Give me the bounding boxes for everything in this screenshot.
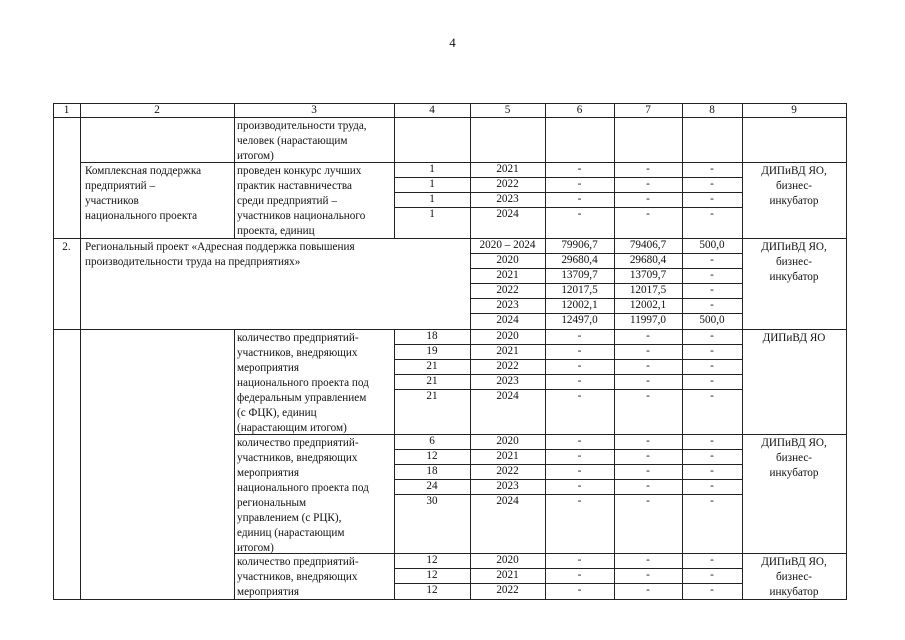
table-rule xyxy=(53,434,54,554)
funding-federal-cell: - xyxy=(710,269,714,281)
funding-regional-cell: - xyxy=(646,345,650,357)
funding-total-cell: 12017,5 xyxy=(561,284,598,296)
indicator-value: 12 xyxy=(426,554,438,566)
funding-federal-cell: - xyxy=(710,390,714,402)
indicator-value: 6 xyxy=(429,435,435,447)
indicator-text: среди предприятий – xyxy=(237,195,337,207)
year-cell: 2024 xyxy=(496,208,519,220)
funding-regional-cell: - xyxy=(646,569,650,581)
measure-name: участников xyxy=(85,195,139,207)
funding-federal-cell: - xyxy=(710,435,714,447)
indicator-text: практик наставничества xyxy=(237,180,352,192)
funding-regional-cell: - xyxy=(646,554,650,566)
year-cell: 2022 xyxy=(496,178,519,190)
table-rule xyxy=(470,117,471,163)
funding-regional-cell: - xyxy=(646,330,650,342)
table-rule xyxy=(742,117,743,163)
indicator-value: 12 xyxy=(426,584,438,596)
table-rule xyxy=(234,162,235,239)
indicator-text: количество предприятий- xyxy=(237,556,359,568)
indicator-text: единиц (нарастающим xyxy=(237,527,345,539)
header-cell: 4 xyxy=(429,104,435,116)
indicator-text: количество предприятий- xyxy=(237,332,359,344)
indicator-value: 12 xyxy=(426,450,438,462)
funding-federal-cell: - xyxy=(710,569,714,581)
executor-text: ДИПиВД ЯО, xyxy=(761,165,827,177)
year-cell: 2022 xyxy=(496,465,519,477)
indicator-value: 18 xyxy=(426,465,438,477)
year-cell: 2020 xyxy=(496,330,519,342)
executor-text: инкубатор xyxy=(769,467,819,479)
header-cell: 7 xyxy=(645,104,651,116)
year-cell: 2023 xyxy=(496,299,519,311)
indicator-text: мероприятия xyxy=(237,362,299,374)
year-cell: 2022 xyxy=(496,584,519,596)
year-cell: 2022 xyxy=(496,360,519,372)
funding-federal-cell: - xyxy=(710,584,714,596)
table-rule xyxy=(80,329,81,435)
table-rule xyxy=(53,162,54,239)
funding-total-cell: - xyxy=(577,345,582,357)
funding-federal-cell: - xyxy=(710,208,714,220)
table-rule xyxy=(234,329,235,435)
funding-federal-cell: - xyxy=(710,360,714,372)
year-cell: 2021 xyxy=(496,569,519,581)
indicator-text: участников, внедряющих xyxy=(237,347,358,359)
indicator-value: 21 xyxy=(426,375,438,387)
funding-federal-cell: - xyxy=(710,178,714,190)
indicator-text: федеральным управлением xyxy=(237,392,367,404)
indicator-value: 1 xyxy=(429,208,435,220)
funding-regional-cell: - xyxy=(646,584,650,596)
indicator-text: человек (нарастающим xyxy=(237,135,348,147)
indicator-text: мероприятия xyxy=(237,586,299,598)
indicator-value: 12 xyxy=(426,569,438,581)
indicator-text: участников национального xyxy=(237,210,366,222)
year-cell: 2024 xyxy=(496,495,519,507)
indicator-text: участников, внедряющих xyxy=(237,452,358,464)
funding-total-cell: 12002,1 xyxy=(561,299,598,311)
funding-federal-cell: - xyxy=(710,254,714,266)
funding-total-cell: - xyxy=(577,495,582,507)
funding-total-cell: - xyxy=(577,208,582,220)
executor-text: ДИПиВД ЯО, xyxy=(761,556,827,568)
header-cell: 2 xyxy=(154,104,160,116)
funding-federal-cell: - xyxy=(710,299,714,311)
measure-name: национального проекта xyxy=(85,210,198,222)
funding-federal-cell: 500,0 xyxy=(699,314,725,326)
year-cell: 2023 xyxy=(496,375,519,387)
funding-regional-cell: - xyxy=(646,465,650,477)
indicator-text: управлением (с РЦК), xyxy=(237,512,342,524)
table-rule xyxy=(846,117,847,163)
executor-text: инкубатор xyxy=(769,271,819,283)
table-rule xyxy=(80,162,81,239)
table-rule xyxy=(53,553,54,600)
table-rule xyxy=(53,329,54,435)
funding-regional-cell: - xyxy=(646,360,650,372)
year-cell: 2024 xyxy=(496,314,519,326)
header-cell: 1 xyxy=(63,104,70,116)
project-number: 2. xyxy=(62,241,71,253)
indicator-text: проекта, единиц xyxy=(237,225,315,237)
project-title: Региональный проект «Адресная поддержка повышения xyxy=(85,241,355,253)
year-cell: 2021 xyxy=(496,345,519,357)
funding-total-cell: - xyxy=(577,480,582,492)
funding-regional-cell: - xyxy=(646,435,650,447)
table-rule xyxy=(846,238,847,330)
funding-total-cell: - xyxy=(577,360,582,372)
table-rule xyxy=(234,117,235,163)
table-rule xyxy=(846,162,847,239)
indicator-value: 21 xyxy=(426,360,438,372)
header-cell: 9 xyxy=(791,104,797,116)
table-rule xyxy=(394,117,395,163)
funding-regional-cell: 12002,1 xyxy=(629,299,667,311)
header-cell: 8 xyxy=(709,104,715,116)
executor-text: ДИПиВД ЯО xyxy=(762,332,826,344)
measure-name: Комплексная поддержка xyxy=(85,165,202,177)
funding-regional-cell: - xyxy=(646,163,650,175)
table-rule xyxy=(80,117,81,163)
measure-name: предприятий – xyxy=(85,180,156,192)
funding-federal-cell: - xyxy=(710,450,714,462)
indicator-text: итогом) xyxy=(237,150,274,162)
indicator-value: 19 xyxy=(426,345,438,357)
table-rule xyxy=(545,117,546,163)
funding-federal-cell: 500,0 xyxy=(699,239,725,251)
year-cell: 2021 xyxy=(496,269,519,281)
funding-federal-cell: - xyxy=(710,465,714,477)
year-cell: 2021 xyxy=(496,163,519,175)
year-cell: 2020 xyxy=(496,554,519,566)
indicator-text: (нарастающим итогом) xyxy=(237,422,347,434)
funding-regional-cell: - xyxy=(646,178,650,190)
year-cell: 2023 xyxy=(496,193,519,205)
indicator-value: 1 xyxy=(429,178,435,190)
funding-federal-cell: - xyxy=(710,495,714,507)
executor-text: бизнес- xyxy=(775,180,813,192)
funding-total-cell: - xyxy=(577,450,582,462)
indicator-value: 1 xyxy=(429,193,435,205)
table-rule xyxy=(80,434,81,554)
indicator-text: (с ФЦК), единиц xyxy=(237,407,317,419)
funding-regional-cell: 79406,7 xyxy=(629,239,667,251)
table-rule xyxy=(846,103,847,118)
indicator-text: национального проекта под xyxy=(237,482,369,494)
indicator-text: участников, внедряющих xyxy=(237,571,358,583)
funding-total-cell: - xyxy=(577,163,582,175)
indicator-text: производительности труда, xyxy=(237,120,367,132)
executor-text: бизнес- xyxy=(775,452,813,464)
funding-total-cell: - xyxy=(577,193,582,205)
funding-regional-cell: 29680,4 xyxy=(629,254,667,266)
indicator-text: региональным xyxy=(237,497,307,509)
funding-total-cell: 79906,7 xyxy=(561,239,598,251)
indicator-value: 21 xyxy=(426,390,438,402)
funding-regional-cell: - xyxy=(646,208,650,220)
funding-total-cell: - xyxy=(577,569,582,581)
indicator-text: количество предприятий- xyxy=(237,437,359,449)
project-title: производительности труда на предприятиях» xyxy=(85,256,301,268)
funding-regional-cell: - xyxy=(646,375,650,387)
funding-total-cell: 29680,4 xyxy=(561,254,598,266)
table-rule xyxy=(53,117,54,163)
indicator-value: 30 xyxy=(426,495,438,507)
header-cell: 6 xyxy=(576,104,583,116)
funding-regional-cell: - xyxy=(646,480,650,492)
indicator-text: национального проекта под xyxy=(237,377,369,389)
funding-total-cell: 12497,0 xyxy=(561,314,598,326)
funding-federal-cell: - xyxy=(710,345,714,357)
funding-total-cell: - xyxy=(577,330,582,342)
indicator-value: 18 xyxy=(426,330,438,342)
year-cell: 2020 xyxy=(496,254,519,266)
indicator-text: проведен конкурс лучших xyxy=(237,165,362,177)
funding-total-cell: - xyxy=(577,584,582,596)
table-rule xyxy=(234,434,235,554)
funding-federal-cell: - xyxy=(710,480,714,492)
table-rule xyxy=(53,599,847,600)
funding-federal-cell: - xyxy=(710,284,714,296)
year-cell: 2020 – 2024 xyxy=(479,239,536,251)
funding-total-cell: - xyxy=(577,375,582,387)
funding-regional-cell: - xyxy=(646,390,650,402)
funding-total-cell: - xyxy=(577,390,582,402)
executor-text: ДИПиВД ЯО, xyxy=(761,437,827,449)
funding-regional-cell: - xyxy=(646,193,650,205)
year-cell: 2022 xyxy=(496,284,519,296)
funding-total-cell: - xyxy=(577,554,582,566)
indicator-text: мероприятия xyxy=(237,467,299,479)
table-rule xyxy=(234,553,235,600)
table-rule xyxy=(614,117,615,163)
year-cell: 2020 xyxy=(496,435,519,447)
indicator-value: 24 xyxy=(426,480,438,492)
header-cell: 5 xyxy=(504,104,511,116)
funding-federal-cell: - xyxy=(710,193,714,205)
year-cell: 2023 xyxy=(496,480,519,492)
page-number: 4 xyxy=(449,35,456,50)
table-rule xyxy=(80,238,81,330)
table-rule xyxy=(80,553,81,600)
funding-total-cell: - xyxy=(577,465,582,477)
funding-federal-cell: - xyxy=(710,163,714,175)
funding-regional-cell: 11997,0 xyxy=(630,314,666,326)
indicator-value: 1 xyxy=(429,163,435,175)
funding-federal-cell: - xyxy=(710,375,714,387)
executor-text: бизнес- xyxy=(775,571,813,583)
funding-regional-cell: 12017,5 xyxy=(629,284,667,296)
funding-federal-cell: - xyxy=(710,554,714,566)
funding-regional-cell: - xyxy=(646,450,650,462)
executor-text: инкубатор xyxy=(769,586,819,598)
executor-text: ДИПиВД ЯО, xyxy=(761,241,827,253)
year-cell: 2021 xyxy=(496,450,519,462)
table-rule xyxy=(846,434,847,554)
executor-text: инкубатор xyxy=(769,195,819,207)
table-rule xyxy=(846,553,847,600)
table-rule xyxy=(846,329,847,435)
funding-federal-cell: - xyxy=(710,330,714,342)
executor-text: бизнес- xyxy=(775,256,813,268)
funding-regional-cell: - xyxy=(646,495,650,507)
table-rule xyxy=(682,117,683,163)
funding-total-cell: - xyxy=(577,435,582,447)
indicator-text: итогом) xyxy=(237,542,274,554)
year-cell: 2024 xyxy=(496,390,519,402)
header-cell: 3 xyxy=(311,104,317,116)
funding-regional-cell: 13709,7 xyxy=(629,269,667,281)
funding-total-cell: - xyxy=(577,178,582,190)
funding-total-cell: 13709,7 xyxy=(561,269,598,281)
